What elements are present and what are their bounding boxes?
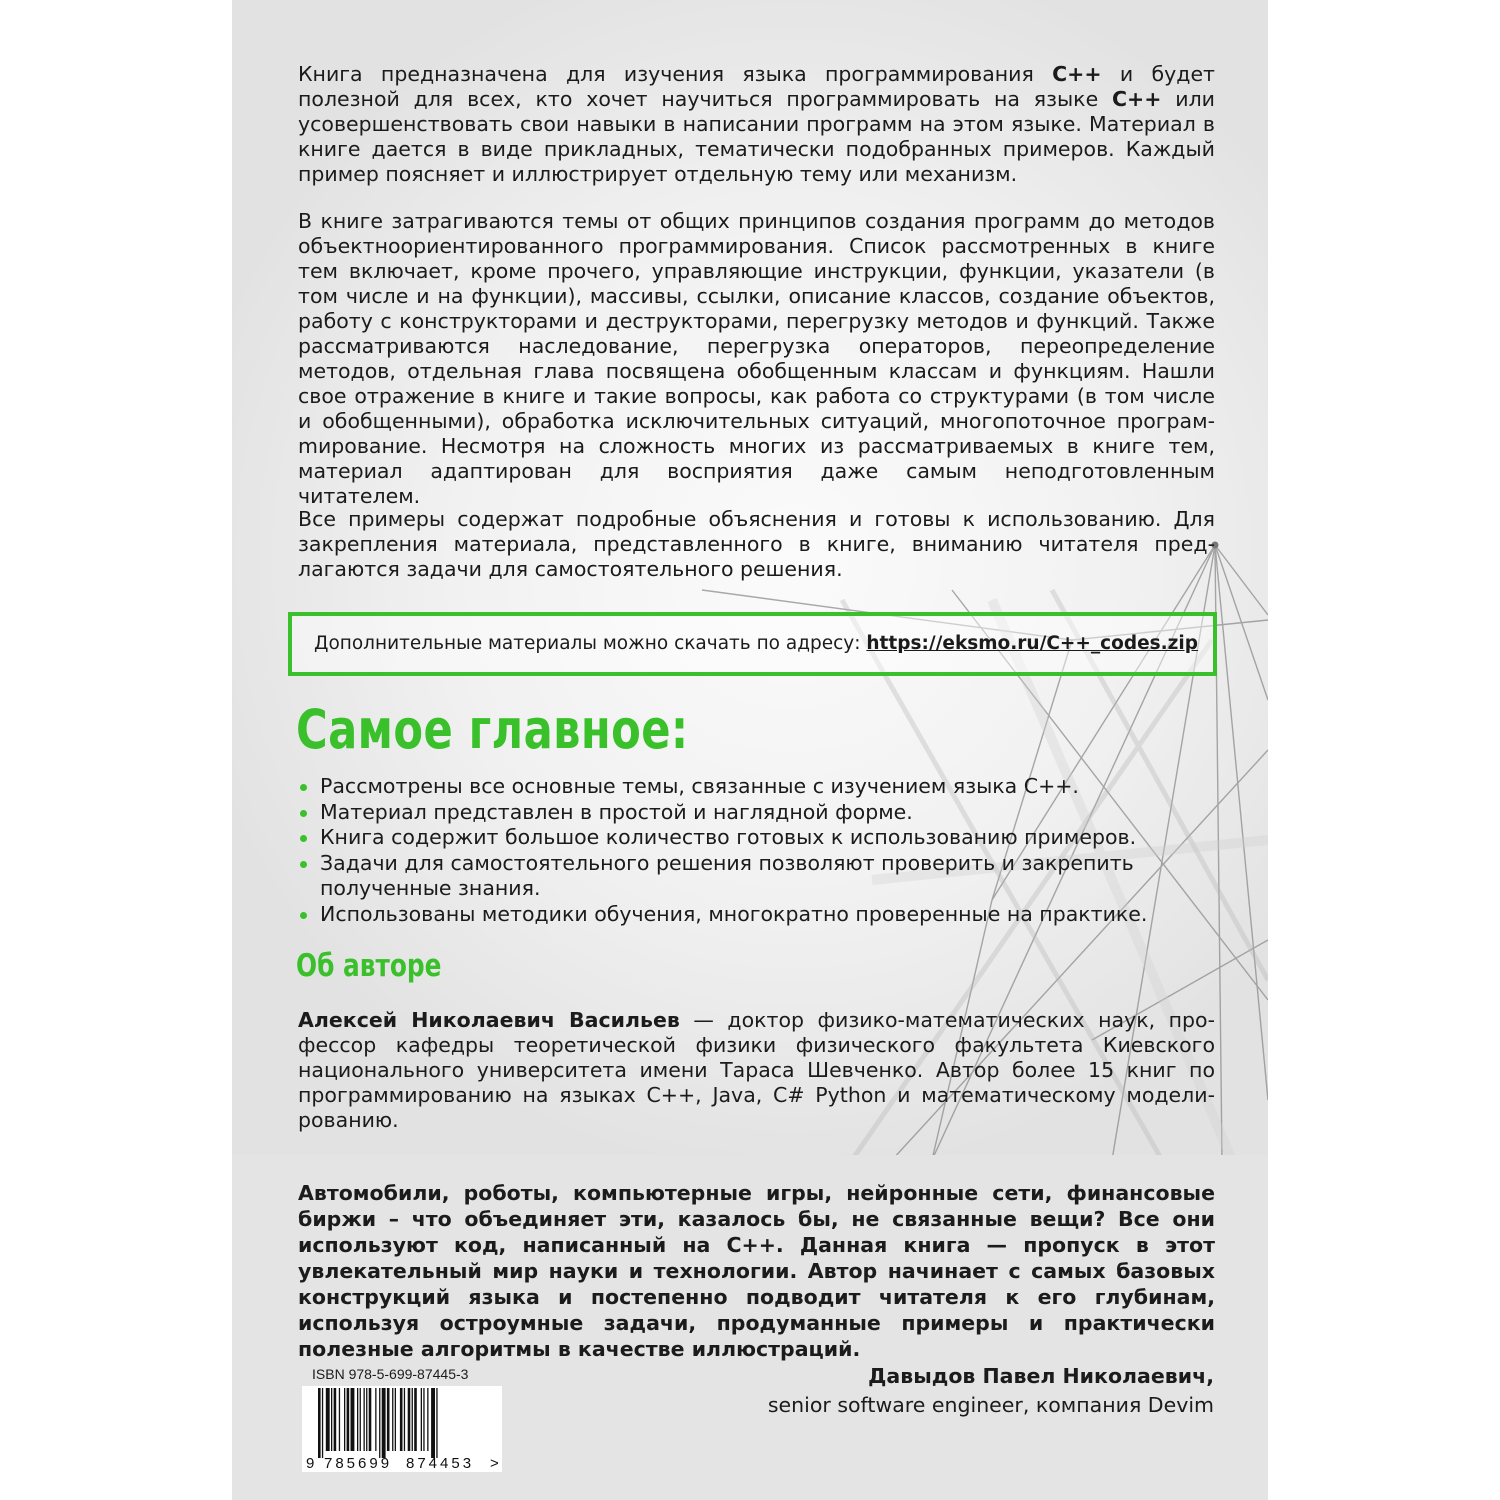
- author-heading: Об авторе: [296, 948, 442, 984]
- barcode-bar: [382, 1388, 386, 1458]
- barcode-bar: [427, 1388, 428, 1451]
- author-name: Алексей Николаевич Васильев: [298, 1008, 680, 1032]
- barcode-bar: [366, 1388, 367, 1451]
- barcode-bar: [351, 1388, 355, 1451]
- barcode-bar: [423, 1388, 424, 1451]
- highlights-list: [298, 774, 1198, 927]
- bullet-dot-icon: [300, 784, 307, 791]
- barcode-bar: [379, 1388, 380, 1458]
- barcode-bar: [392, 1388, 393, 1451]
- barcode-bar: [334, 1388, 337, 1451]
- barcode-bar: [322, 1388, 323, 1458]
- barcode-bar: [364, 1388, 365, 1451]
- barcode-bar: [404, 1388, 405, 1451]
- download-box: [288, 612, 1217, 676]
- barcode-quiet-mark: >: [490, 1455, 499, 1472]
- barcode-bar: [344, 1388, 345, 1451]
- isbn-barcode: [302, 1386, 502, 1472]
- bullet-dot-icon: [300, 835, 307, 842]
- download-link[interactable]: https://eksmo.ru/C++_codes.zip: [866, 633, 1199, 654]
- barcode-bar: [375, 1388, 376, 1451]
- list-item: Материал представлен в простой и наглядной форме.: [298, 800, 1198, 826]
- barcode-bar: [326, 1388, 330, 1451]
- isbn-label: ISBN 978-5-699-87445-3: [312, 1366, 469, 1382]
- barcode-bar: [357, 1388, 358, 1451]
- bullet-dot-icon: [300, 861, 307, 868]
- barcode-bar: [400, 1388, 403, 1451]
- barcode-bar: [436, 1388, 437, 1458]
- barcode-bar: [318, 1388, 321, 1458]
- reviewer-name: Давыдов Павел Николаевич,: [868, 1364, 1214, 1388]
- barcode-bar: [387, 1388, 390, 1451]
- download-label: Дополнительные материалы можно скачать по адресу:: [314, 633, 867, 654]
- barcode-bar: [331, 1388, 332, 1451]
- barcode-bar: [347, 1388, 350, 1451]
- barcode-digits-right: 874453: [406, 1455, 475, 1472]
- barcode-digit-first: 9: [306, 1455, 315, 1472]
- promo-paragraph: Автомобили, роботы, компьютерные игры, нейронные сети, финансовые биржи – что объединяет эти, казалось бы, не связанные вещи? Все они используют код, написанный на С++. Данная книга — пропуск в этот увлекательный мир науки и технологии. Автор начинает с самых базовых конструкций языка и постепенно подводит читателя к его глубинам, используя остроумные задачи, продуманные примеры и практически полезные алгоритмы в качестве иллюстраций.: [298, 1181, 1215, 1361]
- barcode-bar: [412, 1388, 413, 1451]
- list-item: Рассмотрены все основные темы, связанные с изучением языка С++.: [298, 774, 1198, 800]
- reviewer-title: senior software engineer, компания Devim: [767, 1393, 1214, 1417]
- list-item: Книга содержит большое количество готовых к использованию примеров.: [298, 825, 1198, 851]
- author-bio: Алексей Николаевич Васильев — доктор физико-математических наук, профессор кафедры теоретической физики физического факультета Киевского национального университета имени Тараса Шевченко. Автор более 15 книг по программированию на языках С++, Java, C# Python и математическому моделированию.: [298, 1008, 1215, 1132]
- barcode-bar: [408, 1388, 411, 1451]
- barcode-bar: [421, 1388, 422, 1451]
- list-item: Задачи для самостоятельного решения позволяют проверить и закрепить полученные знания.: [298, 851, 1198, 902]
- reviewer-block: [768, 1362, 1214, 1420]
- description-paragraph-1: Книга предназначена для изучения языка программирования C++ и будет полезной для всех, кто хочет научиться программировать на языке C++ или усовершенствовать свои навыки в написании программ на этом языке. Материал в книге дается в виде прикладных, тематически подобранных примеров. Каждый пример поясняет и иллюстрирует отдельную тему или механизм.: [298, 62, 1215, 186]
- description-paragraph-3: Все примеры содержат подробные объяснения и готовы к использованию. Для закрепления материала, представленного в книге, вниманию читателя предлагаются задачи для самостоятельного решения.: [298, 507, 1215, 581]
- bullet-dot-icon: [300, 912, 307, 919]
- highlights-heading: Самое главное:: [296, 698, 689, 761]
- barcode-bar: [414, 1388, 417, 1451]
- barcode-digits-left: 785699: [324, 1455, 393, 1472]
- description-paragraph-2: В книге затрагиваются темы от общих принципов создания программ до методов объектноориентированного программирования. Список рассмотренных в книге тем включает, кроме прочего, управляющие инструкции, функции, указатели (в том числе и на функции), массивы, ссылки, описание классов, создание объектов, работу с конструкторами и деструкторами, перегрузку методов и функций. Также рассматриваются наследование, перегрузка операторов, переопределение методов, отдельная глава посвящена обобщенным классам и функциям. Нашли свое отражение в книге и такие вопросы, как работа со структурами (в том числе и обобщенными), обработка исключительных ситуаций, многопоточное програмmирование. Несмотря на сложность многих из рассматриваемых в книге тем, материал адаптирован для восприятия даже самым неподготовленным читателем.: [298, 209, 1215, 508]
- bullet-dot-icon: [300, 810, 307, 817]
- barcode-bar: [431, 1388, 435, 1458]
- barcode-bar: [395, 1388, 396, 1451]
- barcode-bar: [339, 1388, 340, 1451]
- barcode-bar: [369, 1388, 372, 1451]
- list-item: Использованы методики обучения, многократно проверенные на практике.: [298, 902, 1198, 928]
- barcode-bar: [360, 1388, 361, 1451]
- back-cover: [232, 0, 1268, 1500]
